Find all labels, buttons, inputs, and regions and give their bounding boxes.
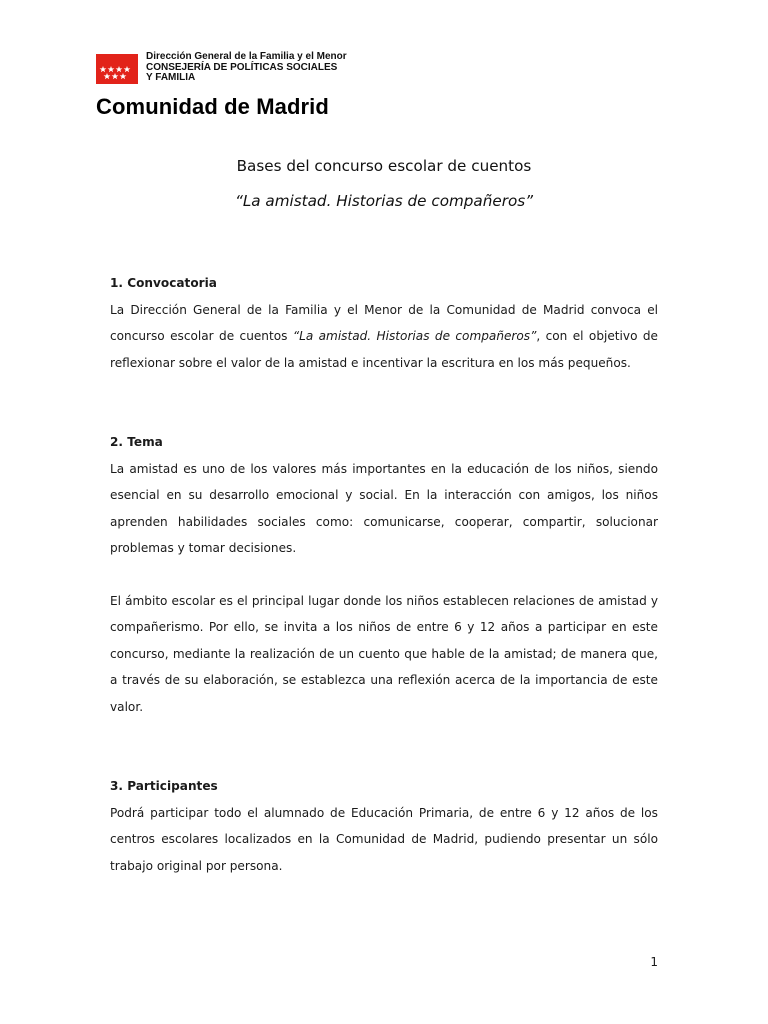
org-line-3: Y FAMILIA	[146, 72, 196, 83]
document-title: Bases del concurso escolar de cuentos	[236, 157, 532, 175]
organization-name: Comunidad de Madrid	[96, 94, 329, 119]
organization-department	[146, 52, 347, 84]
paragraph-text: La Dirección General de la Familia y el Menor de la Comunidad de Madrid convoca el concurso escolar de cuentos	[110, 302, 658, 343]
contest-name-emphasis: “La amistad. Historias de compañeros”	[292, 329, 537, 343]
page-number: 1	[650, 955, 658, 969]
org-line-1: Dirección General de la Familia y el Menor	[146, 51, 347, 62]
comunidad-de-madrid-logo	[96, 52, 386, 122]
section-tema	[110, 429, 658, 720]
madrid-flag-icon	[96, 54, 138, 84]
paragraph: Podrá participar todo el alumnado de Educación Primaria, de entre 6 y 12 años de los centros escolares localizados en la Comunidad de Madrid, pudiendo presentar un sólo trabajo original por persona.	[110, 805, 658, 873]
org-line-2: CONSEJERÍA DE POLÍTICAS SOCIALES	[146, 61, 338, 73]
paragraph-text: , con el objetivo de reflexionar sobre el valor de la amistad e incentivar la escritura en los más pequeños.	[110, 329, 658, 370]
section-heading: 2. Tema	[110, 435, 163, 449]
section-participantes	[110, 773, 658, 879]
document-subtitle: “La amistad. Historias de compañeros”	[234, 192, 534, 210]
section-heading: 3. Participantes	[110, 779, 218, 793]
paragraph: El ámbito escolar es el principal lugar donde los niños establecen relaciones de amistad y compañerismo. Por ello, se invita a los niños de entre 6 y 12 años a participar en este concurso, mediante la realización de un cuento que hable de la amistad; de manera que, a través de su elaboración, se establezca una reflexión acerca de la importancia de este valor.	[110, 593, 658, 714]
paragraph: La amistad es uno de los valores más importantes en la educación de los niños, siendo esencial en su desarrollo emocional y social. En la interacción con amigos, los niños aprenden habilidades sociales como: comunicarse, cooperar, compartir, solucionar problemas y tomar decisiones.	[110, 461, 658, 555]
section-heading: 1. Convocatoria	[110, 276, 217, 290]
document-body	[110, 150, 658, 879]
paragraph	[110, 297, 658, 377]
section-convocatoria	[110, 270, 658, 376]
